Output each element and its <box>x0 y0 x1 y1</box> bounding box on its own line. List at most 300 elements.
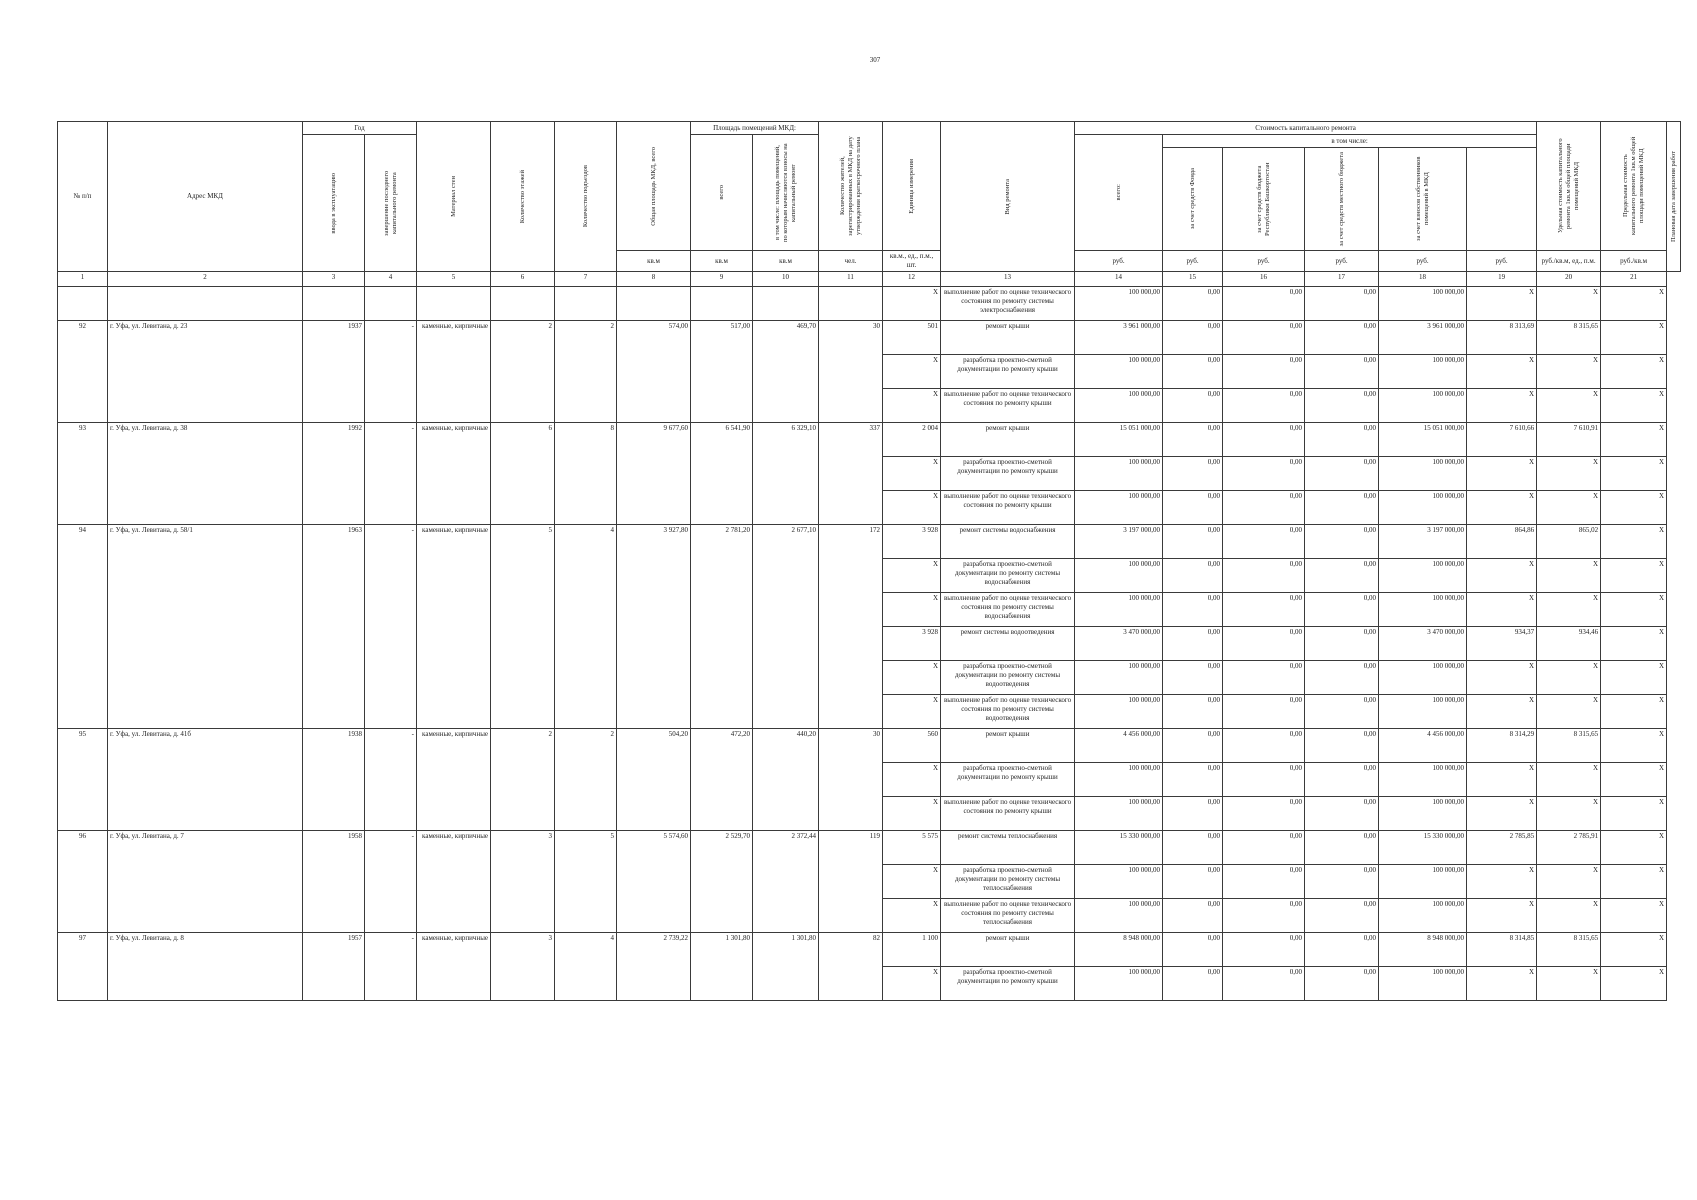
unit-cell: руб./кв.м, ед., п.м. <box>1537 251 1601 272</box>
header-cost-group: Стоимость капитального ремонта <box>1075 122 1537 135</box>
plan-date-cell: X <box>1601 933 1667 967</box>
republic-cell: 0,00 <box>1223 423 1305 457</box>
header-floors: Количество этажей <box>491 122 555 272</box>
cost-total-cell: 15 051 000,00 <box>1075 423 1163 457</box>
repair-type-cell: разработка проектно-сметной документации по ремонту крыши <box>941 763 1075 797</box>
row-num: 94 <box>58 525 108 729</box>
unit-cost-cell: X <box>1467 695 1537 729</box>
unit-cell: руб. <box>1163 251 1223 272</box>
limit-cost-cell: X <box>1537 865 1601 899</box>
total-area-cell: 2 739,22 <box>617 933 691 1001</box>
unit-cell: 3 928 <box>883 525 941 559</box>
local-cell: 0,00 <box>1305 797 1379 831</box>
cost-total-cell: 100 000,00 <box>1075 559 1163 593</box>
wall-material-cell: каменные, кирпичные <box>417 729 491 831</box>
owners-cell: 100 000,00 <box>1379 967 1467 1001</box>
republic-cell: 0,00 <box>1223 321 1305 355</box>
republic-cell: 0,00 <box>1223 355 1305 389</box>
residents-cell: 172 <box>819 525 883 729</box>
cost-total-cell: 100 000,00 <box>1075 763 1163 797</box>
unit-cost-cell: X <box>1467 389 1537 423</box>
column-index-cell: 7 <box>555 272 617 287</box>
cost-total-cell: 100 000,00 <box>1075 389 1163 423</box>
column-index-cell: 21 <box>1601 272 1667 287</box>
limit-cost-cell: X <box>1537 593 1601 627</box>
total-area-cell: 504,20 <box>617 729 691 831</box>
unit-cost-cell: X <box>1467 559 1537 593</box>
column-index-cell: 5 <box>417 272 491 287</box>
limit-cost-cell: X <box>1537 559 1601 593</box>
address-cell: г. Уфа, ул. Левитана, д. 8 <box>108 933 303 1001</box>
repair-type-cell: ремонт крыши <box>941 729 1075 763</box>
plan-date-cell: X <box>1601 763 1667 797</box>
plan-date-cell: X <box>1601 661 1667 695</box>
plan-date-cell: X <box>1601 559 1667 593</box>
year-commission-cell: 1957 <box>303 933 365 1001</box>
fund-cell: 0,00 <box>1163 865 1223 899</box>
header-residents: Количество жителей, зарегистрированных в МКД на дату утверждения краткосрочного плана <box>819 122 883 251</box>
wall-material-cell: каменные, кирпичные <box>417 423 491 525</box>
header-area-residential: в том числе: площадь помещений, по которым начисляются взносы на капитальный ремонт <box>753 135 819 251</box>
total-area-cell: 574,00 <box>617 321 691 423</box>
unit-cost-cell: X <box>1467 763 1537 797</box>
repair-type-cell: ремонт системы водоснабжения <box>941 525 1075 559</box>
local-cell: 0,00 <box>1305 933 1379 967</box>
year-commission-cell: 1938 <box>303 729 365 831</box>
limit-cost-cell: X <box>1537 695 1601 729</box>
owners-cell: 3 197 000,00 <box>1379 525 1467 559</box>
fund-cell: 0,00 <box>1163 559 1223 593</box>
row-num: 95 <box>58 729 108 831</box>
fund-cell: 0,00 <box>1163 491 1223 525</box>
plan-date-cell: X <box>1601 457 1667 491</box>
area-all-cell: 517,00 <box>691 321 753 423</box>
local-cell: 0,00 <box>1305 967 1379 1001</box>
table-row <box>58 933 1681 967</box>
plan-date-cell: X <box>1601 525 1667 559</box>
republic-cell: 0,00 <box>1223 967 1305 1001</box>
unit-cost-cell: 934,37 <box>1467 627 1537 661</box>
year-repair-cell: - <box>365 525 417 729</box>
unit-cell: руб. <box>1379 251 1467 272</box>
repair-type-cell: ремонт системы водоотведения <box>941 627 1075 661</box>
area-all-cell: 472,20 <box>691 729 753 831</box>
column-index-cell: 8 <box>617 272 691 287</box>
plan-date-cell: X <box>1601 899 1667 933</box>
unit-cost-cell: X <box>1467 355 1537 389</box>
owners-cell: 100 000,00 <box>1379 797 1467 831</box>
address-cell <box>108 287 303 321</box>
limit-cost-cell: 7 610,91 <box>1537 423 1601 457</box>
cost-total-cell: 100 000,00 <box>1075 661 1163 695</box>
floors-cell <box>491 287 555 321</box>
column-index-cell: 16 <box>1223 272 1305 287</box>
limit-cost-cell: X <box>1537 287 1601 321</box>
unit-cost-cell: X <box>1467 287 1537 321</box>
republic-cell: 0,00 <box>1223 389 1305 423</box>
cost-total-cell: 100 000,00 <box>1075 355 1163 389</box>
fund-cell: 0,00 <box>1163 423 1223 457</box>
address-cell: г. Уфа, ул. Левитана, д. 38 <box>108 423 303 525</box>
republic-cell: 0,00 <box>1223 287 1305 321</box>
floors-cell: 6 <box>491 423 555 525</box>
owners-cell: 100 000,00 <box>1379 491 1467 525</box>
plan-date-cell: X <box>1601 627 1667 661</box>
repair-type-cell: выполнение работ по оценке технического состояния по ремонту системы водоснабжения <box>941 593 1075 627</box>
year-commission-cell <box>303 287 365 321</box>
floors-cell: 2 <box>491 729 555 831</box>
limit-cost-cell: 8 315,65 <box>1537 729 1601 763</box>
local-cell: 0,00 <box>1305 321 1379 355</box>
year-repair-cell: - <box>365 831 417 933</box>
unit-cell: X <box>883 355 941 389</box>
area-all-cell: 1 301,80 <box>691 933 753 1001</box>
table-row <box>58 831 1681 865</box>
fund-cell: 0,00 <box>1163 729 1223 763</box>
area-residential-cell: 1 301,80 <box>753 933 819 1001</box>
cost-total-cell: 15 330 000,00 <box>1075 831 1163 865</box>
republic-cell: 0,00 <box>1223 627 1305 661</box>
republic-cell: 0,00 <box>1223 661 1305 695</box>
unit-cell: X <box>883 389 941 423</box>
local-cell: 0,00 <box>1305 389 1379 423</box>
fund-cell: 0,00 <box>1163 593 1223 627</box>
unit-cell: руб. <box>1075 251 1163 272</box>
year-repair-cell: - <box>365 321 417 423</box>
unit-cell: кв.м <box>753 251 819 272</box>
repair-type-cell: разработка проектно-сметной документации по ремонту крыши <box>941 967 1075 1001</box>
unit-cell: X <box>883 797 941 831</box>
total-area-cell: 5 574,60 <box>617 831 691 933</box>
limit-cost-cell: 865,02 <box>1537 525 1601 559</box>
plan-date-cell: X <box>1601 287 1667 321</box>
unit-cell: X <box>883 593 941 627</box>
republic-cell: 0,00 <box>1223 797 1305 831</box>
republic-cell: 0,00 <box>1223 695 1305 729</box>
cost-total-cell: 100 000,00 <box>1075 593 1163 627</box>
area-all-cell: 2 529,70 <box>691 831 753 933</box>
repair-type-cell: разработка проектно-сметной документации по ремонту крыши <box>941 457 1075 491</box>
unit-cell: X <box>883 287 941 321</box>
repair-type-cell: разработка проектно-сметной документации по ремонту системы водоотведения <box>941 661 1075 695</box>
limit-cost-cell: X <box>1537 967 1601 1001</box>
floors-cell: 2 <box>491 321 555 423</box>
republic-cell: 0,00 <box>1223 899 1305 933</box>
fund-cell: 0,00 <box>1163 457 1223 491</box>
cost-total-cell: 100 000,00 <box>1075 865 1163 899</box>
entrances-cell: 4 <box>555 525 617 729</box>
unit-cell: кв.м <box>691 251 753 272</box>
unit-cell: 2 004 <box>883 423 941 457</box>
unit-cost-cell: X <box>1467 967 1537 1001</box>
floors-cell: 3 <box>491 933 555 1001</box>
cost-total-cell: 3 197 000,00 <box>1075 525 1163 559</box>
year-commission-cell: 1937 <box>303 321 365 423</box>
unit-cost-cell: 864,86 <box>1467 525 1537 559</box>
area-all-cell <box>691 287 753 321</box>
unit-cell: руб. <box>1223 251 1305 272</box>
header-year-last-repair: завершение последнего капитального ремонта <box>365 135 417 272</box>
unit-cell: X <box>883 899 941 933</box>
local-cell: 0,00 <box>1305 661 1379 695</box>
column-index-cell: 10 <box>753 272 819 287</box>
limit-cost-cell: X <box>1537 389 1601 423</box>
limit-cost-cell: 8 315,65 <box>1537 933 1601 967</box>
fund-cell: 0,00 <box>1163 661 1223 695</box>
repair-type-cell: разработка проектно-сметной документации по ремонту системы водоснабжения <box>941 559 1075 593</box>
unit-cost-cell: X <box>1467 661 1537 695</box>
limit-cost-cell: X <box>1537 457 1601 491</box>
unit-cell: 560 <box>883 729 941 763</box>
republic-cell: 0,00 <box>1223 457 1305 491</box>
limit-cost-cell: X <box>1537 355 1601 389</box>
area-all-cell: 6 541,90 <box>691 423 753 525</box>
unit-cell: кв.м., ед., п.м., шт. <box>883 251 941 272</box>
column-index-cell: 4 <box>365 272 417 287</box>
column-index-cell: 15 <box>1163 272 1223 287</box>
header-year-commission: ввода в эксплуатацию <box>303 135 365 272</box>
area-residential-cell: 6 329,10 <box>753 423 819 525</box>
plan-date-cell: X <box>1601 865 1667 899</box>
unit-cell: чел. <box>819 251 883 272</box>
unit-cell: X <box>883 491 941 525</box>
republic-cell: 0,00 <box>1223 933 1305 967</box>
repair-type-cell: ремонт крыши <box>941 321 1075 355</box>
cost-total-cell: 100 000,00 <box>1075 797 1163 831</box>
local-cell: 0,00 <box>1305 831 1379 865</box>
column-index-cell: 12 <box>883 272 941 287</box>
residents-cell <box>819 287 883 321</box>
unit-cell: кв.м <box>617 251 691 272</box>
header-num: № п/п <box>58 122 108 272</box>
fund-cell: 0,00 <box>1163 933 1223 967</box>
limit-cost-cell: X <box>1537 491 1601 525</box>
table-row <box>58 729 1681 763</box>
wall-material-cell: каменные, кирпичные <box>417 321 491 423</box>
cost-total-cell: 100 000,00 <box>1075 899 1163 933</box>
cost-total-cell: 100 000,00 <box>1075 491 1163 525</box>
plan-date-cell: X <box>1601 355 1667 389</box>
limit-cost-cell: X <box>1537 797 1601 831</box>
area-residential-cell: 469,70 <box>753 321 819 423</box>
unit-cost-cell: 8 314,29 <box>1467 729 1537 763</box>
limit-cost-cell: X <box>1537 763 1601 797</box>
plan-date-cell: X <box>1601 593 1667 627</box>
unit-cell: 501 <box>883 321 941 355</box>
unit-cell: X <box>883 865 941 899</box>
cost-total-cell: 8 948 000,00 <box>1075 933 1163 967</box>
owners-cell: 100 000,00 <box>1379 865 1467 899</box>
repair-type-cell: выполнение работ по оценке технического состояния по ремонту системы водоотведения <box>941 695 1075 729</box>
fund-cell: 0,00 <box>1163 967 1223 1001</box>
header-entrances: Количество подъездов <box>555 122 617 272</box>
residents-cell: 337 <box>819 423 883 525</box>
entrances-cell: 5 <box>555 831 617 933</box>
column-index-cell: 1 <box>58 272 108 287</box>
header-republic: за счет средств бюджета Республики Башкортостан <box>1223 148 1305 251</box>
table-row <box>58 525 1681 559</box>
republic-cell: 0,00 <box>1223 865 1305 899</box>
row-num <box>58 287 108 321</box>
repair-type-cell: выполнение работ по оценке технического состояния по ремонту системы теплоснабжения <box>941 899 1075 933</box>
repair-type-cell: выполнение работ по оценке технического состояния по ремонту крыши <box>941 797 1075 831</box>
unit-cost-cell: 2 785,85 <box>1467 831 1537 865</box>
entrances-cell: 8 <box>555 423 617 525</box>
column-index-cell: 9 <box>691 272 753 287</box>
table-row <box>58 321 1681 355</box>
owners-cell: 3 961 000,00 <box>1379 321 1467 355</box>
column-index-cell: 17 <box>1305 272 1379 287</box>
local-cell: 0,00 <box>1305 695 1379 729</box>
row-num: 96 <box>58 831 108 933</box>
residents-cell: 30 <box>819 729 883 831</box>
capital-repair-table <box>57 121 1681 1001</box>
header-blank-19 <box>1467 148 1537 251</box>
repair-type-cell: ремонт крыши <box>941 423 1075 457</box>
header-limit-cost: Предельная стоимость капитального ремонта 1кв.м общей площади помещений МКД <box>1601 122 1667 251</box>
table-row <box>58 287 1681 321</box>
republic-cell: 0,00 <box>1223 559 1305 593</box>
plan-date-cell: X <box>1601 831 1667 865</box>
year-commission-cell: 1963 <box>303 525 365 729</box>
column-index-cell: 19 <box>1467 272 1537 287</box>
entrances-cell <box>555 287 617 321</box>
limit-cost-cell: X <box>1537 899 1601 933</box>
republic-cell: 0,00 <box>1223 729 1305 763</box>
repair-type-cell: ремонт крыши <box>941 933 1075 967</box>
area-residential-cell: 2 677,10 <box>753 525 819 729</box>
area-residential-cell: 440,20 <box>753 729 819 831</box>
unit-cost-cell: 8 313,69 <box>1467 321 1537 355</box>
header-address: Адрес МКД <box>108 122 303 272</box>
wall-material-cell: каменные, кирпичные <box>417 831 491 933</box>
local-cell: 0,00 <box>1305 763 1379 797</box>
area-residential-cell: 2 372,44 <box>753 831 819 933</box>
year-repair-cell: - <box>365 933 417 1001</box>
republic-cell: 0,00 <box>1223 525 1305 559</box>
header-repair-type: Вид ремонта <box>941 122 1075 272</box>
cost-total-cell: 100 000,00 <box>1075 695 1163 729</box>
total-area-cell: 9 677,60 <box>617 423 691 525</box>
owners-cell: 100 000,00 <box>1379 559 1467 593</box>
limit-cost-cell: X <box>1537 661 1601 695</box>
republic-cell: 0,00 <box>1223 763 1305 797</box>
year-repair-cell: - <box>365 729 417 831</box>
header-cost-total: всего: <box>1075 135 1163 251</box>
header-unit-cost: Удельная стоимость капитального ремонта 1кв.м общей площади помещений МКД <box>1537 122 1601 251</box>
wall-material-cell: каменные, кирпичные <box>417 525 491 729</box>
header-row-1 <box>58 122 1681 135</box>
header-wall-material: Материал стен <box>417 122 491 272</box>
limit-cost-cell: 8 315,65 <box>1537 321 1601 355</box>
table-row <box>58 423 1681 457</box>
unit-cell: X <box>883 457 941 491</box>
header-plan-date: Плановая дата завершения работ <box>1667 122 1681 272</box>
republic-cell: 0,00 <box>1223 491 1305 525</box>
fund-cell: 0,00 <box>1163 287 1223 321</box>
table-body <box>58 287 1681 1001</box>
cost-total-cell: 100 000,00 <box>1075 457 1163 491</box>
owners-cell: 8 948 000,00 <box>1379 933 1467 967</box>
column-index-cell: 3 <box>303 272 365 287</box>
unit-cost-cell: X <box>1467 865 1537 899</box>
unit-cost-cell: X <box>1467 457 1537 491</box>
floors-cell: 3 <box>491 831 555 933</box>
owners-cell: 15 051 000,00 <box>1379 423 1467 457</box>
year-commission-cell: 1992 <box>303 423 365 525</box>
plan-date-cell: X <box>1601 967 1667 1001</box>
unit-cell: руб. <box>1467 251 1537 272</box>
unit-cell: X <box>883 967 941 1001</box>
local-cell: 0,00 <box>1305 865 1379 899</box>
unit-cost-cell: 7 610,66 <box>1467 423 1537 457</box>
plan-date-cell: X <box>1601 729 1667 763</box>
fund-cell: 0,00 <box>1163 899 1223 933</box>
local-cell: 0,00 <box>1305 525 1379 559</box>
local-cell: 0,00 <box>1305 559 1379 593</box>
year-repair-cell <box>365 287 417 321</box>
fund-cell: 0,00 <box>1163 355 1223 389</box>
address-cell: г. Уфа, ул. Левитана, д. 58/1 <box>108 525 303 729</box>
owners-cell: 100 000,00 <box>1379 899 1467 933</box>
column-index-cell: 13 <box>941 272 1075 287</box>
cost-total-cell: 3 961 000,00 <box>1075 321 1163 355</box>
year-repair-cell: - <box>365 423 417 525</box>
entrances-cell: 2 <box>555 729 617 831</box>
repair-type-cell: ремонт системы теплоснабжения <box>941 831 1075 865</box>
repair-type-cell: выполнение работ по оценке технического состояния по ремонту крыши <box>941 491 1075 525</box>
header-fund: за счет средств Фонда <box>1163 148 1223 251</box>
unit-cost-cell: X <box>1467 593 1537 627</box>
column-index-cell: 2 <box>108 272 303 287</box>
row-num: 92 <box>58 321 108 423</box>
owners-cell: 100 000,00 <box>1379 287 1467 321</box>
owners-cell: 15 330 000,00 <box>1379 831 1467 865</box>
header-total-area: Общая площадь МКД, всего <box>617 122 691 251</box>
owners-cell: 100 000,00 <box>1379 661 1467 695</box>
column-index-cell: 20 <box>1537 272 1601 287</box>
header-owners: за счет взносов собственников помещений в МКД <box>1379 148 1467 251</box>
area-residential-cell <box>753 287 819 321</box>
fund-cell: 0,00 <box>1163 695 1223 729</box>
repair-type-cell: выполнение работ по оценке технического состояния по ремонту крыши <box>941 389 1075 423</box>
owners-cell: 100 000,00 <box>1379 355 1467 389</box>
plan-date-cell: X <box>1601 321 1667 355</box>
residents-cell: 30 <box>819 321 883 423</box>
cost-total-cell: 4 456 000,00 <box>1075 729 1163 763</box>
plan-date-cell: X <box>1601 389 1667 423</box>
address-cell: г. Уфа, ул. Левитана, д. 23 <box>108 321 303 423</box>
column-index-cell: 14 <box>1075 272 1163 287</box>
residents-cell: 82 <box>819 933 883 1001</box>
unit-cost-cell: X <box>1467 797 1537 831</box>
wall-material-cell: каменные, кирпичные <box>417 933 491 1001</box>
owners-cell: 3 470 000,00 <box>1379 627 1467 661</box>
unit-cell: 1 100 <box>883 933 941 967</box>
fund-cell: 0,00 <box>1163 389 1223 423</box>
cost-total-cell: 3 470 000,00 <box>1075 627 1163 661</box>
repair-type-cell: разработка проектно-сметной документации по ремонту крыши <box>941 355 1075 389</box>
repair-type-cell: выполнение работ по оценке технического состояния по ремонту системы электроснабжения <box>941 287 1075 321</box>
owners-cell: 100 000,00 <box>1379 389 1467 423</box>
floors-cell: 5 <box>491 525 555 729</box>
fund-cell: 0,00 <box>1163 763 1223 797</box>
header-area-group: Площадь помещений МКД: <box>691 122 819 135</box>
fund-cell: 0,00 <box>1163 797 1223 831</box>
residents-cell: 119 <box>819 831 883 933</box>
fund-cell: 0,00 <box>1163 627 1223 661</box>
local-cell: 0,00 <box>1305 899 1379 933</box>
